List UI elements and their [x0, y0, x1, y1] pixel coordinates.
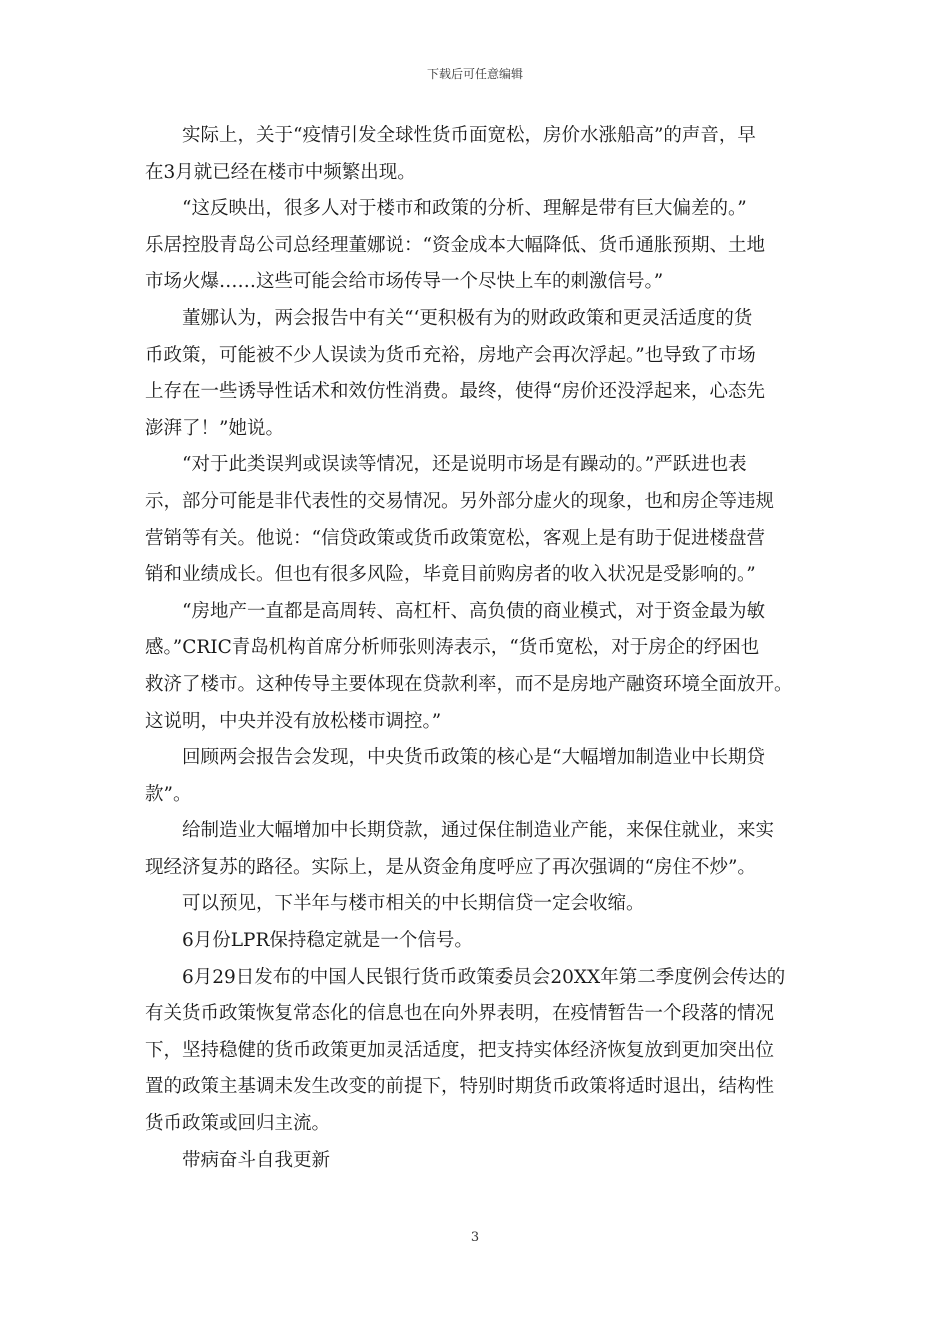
text-line: 6月份LPR保持稳定就是一个信号。 — [145, 930, 473, 952]
text-line: 给制造业大幅增加中长期贷款，通过保住制造业产能，来保住就业，来实 — [145, 820, 775, 842]
text-line: 这说明，中央并没有放松楼市调控。” — [145, 710, 442, 732]
text-line: 在3月就已经在楼市中频繁出现。 — [145, 161, 416, 183]
text-line: 销和业绩成长。但也有很多风险，毕竟目前购房者的收入状况是受影响的。” — [145, 564, 756, 586]
text-line: 乐居控股青岛公司总经理董娜说：“资金成本大幅降低、货币通胀预期、土地 — [145, 234, 765, 256]
text-line: “这反映出，很多人对于楼市和政策的分析、理解是带有巨大偏差的。” — [145, 198, 747, 220]
text-line: 回顾两会报告会发现，中央货币政策的核心是“大幅增加制造业中长期贷 — [145, 747, 765, 769]
text-line: 救济了楼市。这种传导主要体现在贷款利率，而不是房地产融资环境全面放开。 — [145, 673, 793, 695]
text-line: 带病奋斗自我更新 — [145, 1149, 331, 1171]
text-line: 实际上，关于“疫情引发全球性货币面宽松，房价水涨船高”的声音，早 — [145, 125, 756, 146]
text-line: 营销等有关。他说：“信贷政策或货币政策宽松，客观上是有助于促进楼盘营 — [145, 527, 765, 549]
text-line: 现经济复苏的路径。实际上，是从资金角度呼应了再次强调的“房住不炒”。 — [145, 856, 756, 878]
text-line: “对于此类误判或误读等情况，还是说明市场是有躁动的。”严跃进也表 — [145, 454, 747, 476]
text-line: 董娜认为，两会报告中有关“‘更积极有为的财政政策和更灵活适度的货 — [145, 307, 753, 329]
article-body — [145, 118, 817, 1179]
text-line: 上存在一些诱导性话术和效仿性消费。最终，使得“房价还没浮起来，心态先 — [145, 381, 765, 403]
text-line: 澎湃了！”她说。 — [145, 417, 284, 439]
text-line: “房地产一直都是高周转、高杠杆、高负债的商业模式，对于资金最为敏 — [145, 600, 765, 622]
text-line: 货币政策或回归主流。 — [145, 1113, 331, 1135]
text-line: 感。”CRIC青岛机构首席分析师张则涛表示，“货币宽松，对于房企的纾困也 — [145, 637, 760, 659]
text-line: 6月29日发布的中国人民银行货币政策委员会20XX年第二季度例会传达的 — [145, 966, 786, 988]
page-number: 3 — [470, 1230, 480, 1245]
text-line: 币政策，可能被不少人误读为货币充裕，房地产会再次浮起。”也导致了市场 — [145, 344, 756, 366]
page-header: 下载后可任意编辑 — [426, 67, 523, 81]
text-line: 市场火爆……这些可能会给市场传导一个尽快上车的刺激信号。” — [145, 271, 664, 293]
text-line: 可以预见，下半年与楼市相关的中长期信贷一定会收缩。 — [145, 893, 645, 915]
text-line: 款”。 — [145, 783, 192, 805]
text-line: 置的政策主基调未发生改变的前提下，特别时期货币政策将适时退出，结构性 — [145, 1076, 775, 1098]
text-line: 下，坚持稳健的货币政策更加灵活适度，把支持实体经济恢复放到更加突出位 — [145, 1039, 775, 1061]
text-line: 示，部分可能是非代表性的交易情况。另外部分虚火的现象，也和房企等违规 — [145, 490, 775, 512]
text-line: 有关货币政策恢复常态化的信息也在向外界表明，在疫情暂告一个段落的情况 — [145, 1003, 775, 1025]
